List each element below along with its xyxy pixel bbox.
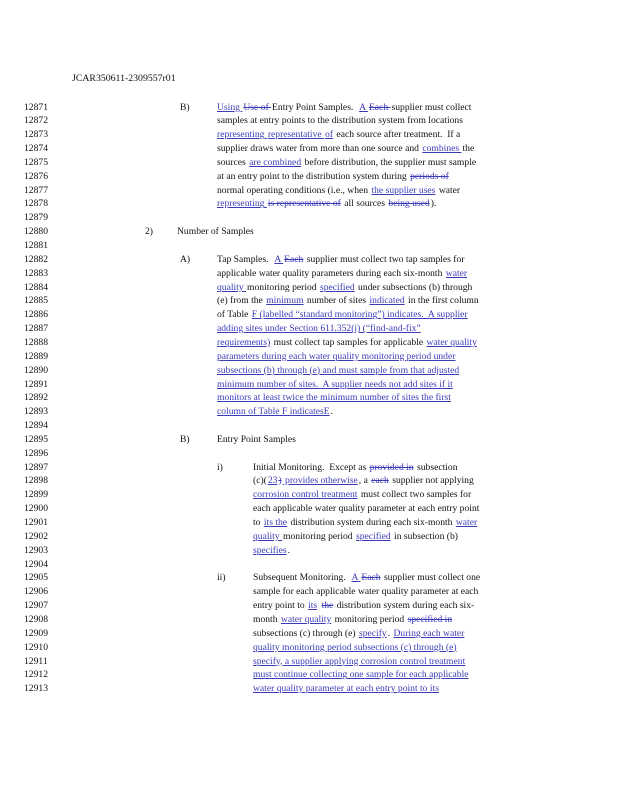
line-number: 12890 bbox=[24, 364, 48, 376]
deleted-text: specified in bbox=[407, 613, 453, 625]
deleted-text: Use of bbox=[243, 101, 272, 113]
inserted-text: must continue collecting one sample for each applicable bbox=[253, 669, 469, 681]
deleted-text: Each bbox=[284, 253, 304, 265]
body-text: distribution system during each six- bbox=[334, 600, 475, 612]
body-text: . bbox=[387, 627, 393, 639]
body-text: before distribution, the supplier must sample bbox=[302, 156, 477, 168]
line-number: 12882 bbox=[24, 253, 48, 265]
line-number: 12889 bbox=[24, 350, 48, 362]
body-text: (e) from the bbox=[217, 295, 266, 307]
line-number: 12871 bbox=[24, 101, 48, 113]
inserted-text: specify, a supplier applying corrosion control treatment bbox=[253, 655, 466, 667]
body-text: must collect two samples for bbox=[358, 489, 472, 501]
text-line bbox=[0, 614, 618, 628]
line-number: 12887 bbox=[24, 323, 48, 335]
line-number: 12911 bbox=[24, 655, 48, 667]
inserted-text: During each water bbox=[393, 627, 465, 639]
body-text: subsection bbox=[414, 461, 458, 473]
inserted-text: Using bbox=[217, 101, 243, 113]
body-text: subsections (c) through (e) bbox=[253, 627, 358, 639]
line-number: 12908 bbox=[24, 613, 48, 625]
line-number: 12904 bbox=[24, 558, 48, 570]
line-number: 12905 bbox=[24, 572, 48, 584]
inserted-text: representative bbox=[267, 129, 325, 141]
inserted-text: A bbox=[351, 572, 361, 584]
body-text: supplier must collect two tap samples for bbox=[304, 253, 465, 265]
body-text: monitoring period bbox=[247, 281, 319, 293]
line-number: 12903 bbox=[24, 544, 48, 556]
inserted-text: indicated bbox=[369, 295, 405, 307]
body-text: must collect tap samples for applicable bbox=[271, 336, 426, 348]
text-line bbox=[0, 392, 618, 406]
text-line bbox=[0, 669, 618, 683]
inserted-text: corrosion control treatment bbox=[253, 489, 358, 501]
body-text: , a bbox=[358, 475, 371, 487]
text-line bbox=[0, 198, 618, 212]
body-text: ). bbox=[430, 198, 437, 210]
deleted-text: being used bbox=[388, 198, 430, 210]
body-text: . bbox=[287, 544, 290, 556]
body-text: (c)( bbox=[253, 475, 267, 487]
line-number: 12888 bbox=[24, 336, 48, 348]
body-text: Number of Samples bbox=[177, 226, 254, 238]
inserted-text: minimum number of sites. A supplier needs not add sites if it bbox=[217, 378, 453, 390]
outline-label: ii) bbox=[217, 572, 226, 584]
body-text: distribution system during each six-month bbox=[288, 517, 455, 528]
line-number: 12886 bbox=[24, 309, 48, 321]
body-text: supplier not applying bbox=[389, 475, 474, 487]
inserted-text: specified bbox=[320, 281, 355, 293]
inserted-text: quality bbox=[217, 281, 247, 293]
document-header-id: JCAR350611-2309557r01 bbox=[72, 73, 176, 84]
line-number: 12883 bbox=[24, 267, 48, 279]
inserted-text: specifies bbox=[253, 544, 287, 556]
inserted-text: provides otherwise bbox=[282, 475, 358, 487]
inserted-text: parameters during each water quality monitoring period under bbox=[217, 350, 456, 362]
inserted-text: specify bbox=[358, 627, 387, 639]
body-text: each source after treatment. If a bbox=[334, 129, 461, 141]
deleted-text: Each bbox=[361, 572, 381, 584]
line-number: 12875 bbox=[24, 156, 48, 168]
text-line bbox=[0, 656, 618, 670]
text-line bbox=[0, 282, 618, 296]
body-text: Entry Point Samples. bbox=[272, 101, 359, 113]
body-text: supplier draws water from more than one source and bbox=[217, 143, 422, 155]
text-line bbox=[0, 295, 618, 309]
inserted-text: column of Table F indicatesE bbox=[217, 406, 330, 418]
line-number: 12897 bbox=[24, 461, 48, 473]
body-text: monitoring period bbox=[283, 530, 355, 542]
deleted-text: provided in bbox=[369, 461, 414, 473]
inserted-text: combines bbox=[422, 143, 462, 155]
inserted-text: subsections (b) through (e) and must sample from that adjusted bbox=[217, 364, 460, 376]
inserted-text: adding sites under Section 611.352(j) (“find-and-fix” bbox=[217, 323, 421, 335]
body-text: normal operating conditions (i.e., when bbox=[217, 184, 371, 196]
line-number: 12873 bbox=[24, 129, 48, 141]
text-line bbox=[0, 157, 618, 171]
deleted-text: Each bbox=[368, 101, 391, 113]
line-number: 12884 bbox=[24, 281, 48, 293]
body-text: Entry Point Samples bbox=[217, 433, 296, 445]
line-number: 12878 bbox=[24, 198, 48, 210]
inserted-text: specified bbox=[356, 530, 391, 542]
body-text bbox=[318, 600, 320, 611]
text-line bbox=[0, 462, 618, 476]
text-line bbox=[0, 434, 618, 448]
inserted-text: minimum bbox=[266, 295, 304, 307]
line-number: 12906 bbox=[24, 586, 48, 598]
line-number: 12899 bbox=[24, 489, 48, 501]
body-text: applicable water quality parameters during each six-month bbox=[217, 267, 445, 279]
line-number: 12913 bbox=[24, 683, 48, 695]
deleted-text: ) bbox=[278, 475, 282, 487]
body-text: supplier must collect one bbox=[381, 572, 481, 584]
text-line bbox=[0, 559, 618, 573]
outline-label: B) bbox=[180, 433, 190, 445]
line-number: 12902 bbox=[24, 530, 48, 542]
inserted-text: the supplier uses bbox=[371, 184, 436, 196]
text-line bbox=[0, 586, 618, 600]
text-line bbox=[0, 323, 618, 337]
body-text: number of sites bbox=[304, 295, 369, 307]
text-line bbox=[0, 309, 618, 323]
line-number: 12880 bbox=[24, 226, 48, 238]
body-text: at an entry point to the distribution system during bbox=[217, 170, 410, 182]
text-line bbox=[0, 268, 618, 282]
inserted-text: water quality bbox=[280, 613, 332, 625]
line-number: 12912 bbox=[24, 669, 48, 681]
body-text: . bbox=[330, 406, 334, 418]
inserted-text: quality bbox=[253, 530, 283, 542]
inserted-text: water bbox=[455, 517, 478, 528]
text-line bbox=[0, 545, 618, 559]
text-line bbox=[0, 254, 618, 268]
line-number: 12885 bbox=[24, 295, 48, 307]
line-number: 12893 bbox=[24, 406, 48, 418]
line-number: 12910 bbox=[24, 641, 48, 653]
line-number: 12907 bbox=[24, 600, 48, 612]
body-text: sample for each applicable water quality parameter at each bbox=[253, 586, 479, 598]
body-text: each applicable water quality parameter at each entry point bbox=[253, 503, 480, 515]
line-number: 12892 bbox=[24, 392, 48, 404]
deleted-text: is representative of bbox=[267, 198, 341, 210]
line-number: 12901 bbox=[24, 517, 48, 528]
inserted-text: its bbox=[308, 600, 318, 612]
text-line bbox=[0, 420, 618, 434]
text-line bbox=[0, 628, 618, 642]
text-line bbox=[0, 226, 618, 240]
text-line bbox=[0, 365, 618, 379]
text-line bbox=[0, 642, 618, 656]
text-line bbox=[0, 171, 618, 185]
body-text: month bbox=[253, 613, 280, 625]
body-text: the bbox=[462, 143, 475, 155]
inserted-text: A bbox=[274, 253, 284, 265]
text-line bbox=[0, 531, 618, 545]
text-line bbox=[0, 448, 618, 462]
body-text: under subsections (b) through bbox=[355, 281, 473, 293]
body-text: water bbox=[436, 184, 461, 196]
inserted-text: water bbox=[445, 267, 468, 279]
text-line bbox=[0, 240, 618, 254]
text-line bbox=[0, 503, 618, 517]
deleted-text: periods of bbox=[410, 170, 449, 182]
body-text: in the first column bbox=[405, 295, 479, 307]
inserted-text: its the bbox=[263, 517, 288, 528]
body-text: entry point to bbox=[253, 600, 308, 612]
text-line bbox=[0, 475, 618, 489]
body-text: supplier must collect bbox=[391, 101, 472, 113]
line-number: 12900 bbox=[24, 503, 48, 515]
inserted-text: representing bbox=[217, 198, 267, 210]
inserted-text: representing bbox=[217, 129, 267, 141]
body-text: Tap Samples. bbox=[217, 253, 274, 265]
outline-label: 2) bbox=[145, 226, 153, 238]
inserted-text: quality monitoring period subsections (c) through (e) bbox=[253, 641, 457, 653]
inserted-text: are combined bbox=[249, 156, 302, 168]
body-text: sources bbox=[217, 156, 249, 168]
body-text: to bbox=[253, 517, 263, 528]
outline-label: A) bbox=[180, 253, 191, 265]
line-number: 12894 bbox=[24, 420, 48, 432]
text-line bbox=[0, 600, 618, 614]
text-line bbox=[0, 143, 618, 157]
body-text: Initial Monitoring. Except as bbox=[253, 461, 369, 473]
text-line bbox=[0, 572, 618, 586]
line-number: 12881 bbox=[24, 240, 48, 251]
line-number: 12872 bbox=[24, 115, 48, 127]
deleted-text: the bbox=[321, 600, 334, 612]
text-line bbox=[0, 517, 618, 531]
inserted-text: A bbox=[359, 101, 368, 113]
inserted-text: water quality bbox=[426, 336, 477, 348]
body-text: monitoring period bbox=[332, 613, 407, 625]
line-number: 12896 bbox=[24, 447, 48, 459]
line-number: 12895 bbox=[24, 433, 48, 445]
line-number: 12874 bbox=[24, 143, 48, 155]
line-number: 12876 bbox=[24, 170, 48, 182]
deleted-text: each bbox=[371, 475, 389, 487]
body-text: in subsection (b) bbox=[391, 530, 458, 542]
text-line bbox=[0, 379, 618, 393]
text-line bbox=[0, 337, 618, 351]
text-line bbox=[0, 212, 618, 226]
body-text: samples at entry points to the distribution system from locations bbox=[217, 115, 463, 127]
text-line bbox=[0, 351, 618, 365]
text-line bbox=[0, 489, 618, 503]
text-line bbox=[0, 115, 618, 129]
body-text: Subsequent Monitoring. bbox=[253, 572, 351, 584]
line-number: 12898 bbox=[24, 475, 48, 487]
inserted-text: F (labelled “standard monitoring”) indicates. A supplier bbox=[251, 309, 468, 321]
body-text: all sources bbox=[341, 198, 388, 210]
line-number: 12909 bbox=[24, 627, 48, 639]
text-line bbox=[0, 102, 618, 116]
line-number: 12877 bbox=[24, 184, 48, 196]
outline-label: i) bbox=[217, 461, 223, 473]
inserted-text: monitors at least twice the minimum number of sites the first bbox=[217, 392, 451, 404]
text-line bbox=[0, 185, 618, 199]
inserted-text: 23 bbox=[267, 475, 278, 487]
inserted-text: of bbox=[325, 129, 334, 141]
body-text: of Table bbox=[217, 309, 251, 321]
text-line bbox=[0, 406, 618, 420]
line-number: 12891 bbox=[24, 378, 48, 390]
inserted-text: requirements) bbox=[217, 336, 271, 348]
outline-label: B) bbox=[180, 101, 190, 113]
inserted-text: water quality parameter at each entry point to its bbox=[253, 683, 439, 695]
text-line bbox=[0, 683, 618, 697]
text-line bbox=[0, 129, 618, 143]
line-number: 12879 bbox=[24, 212, 48, 224]
